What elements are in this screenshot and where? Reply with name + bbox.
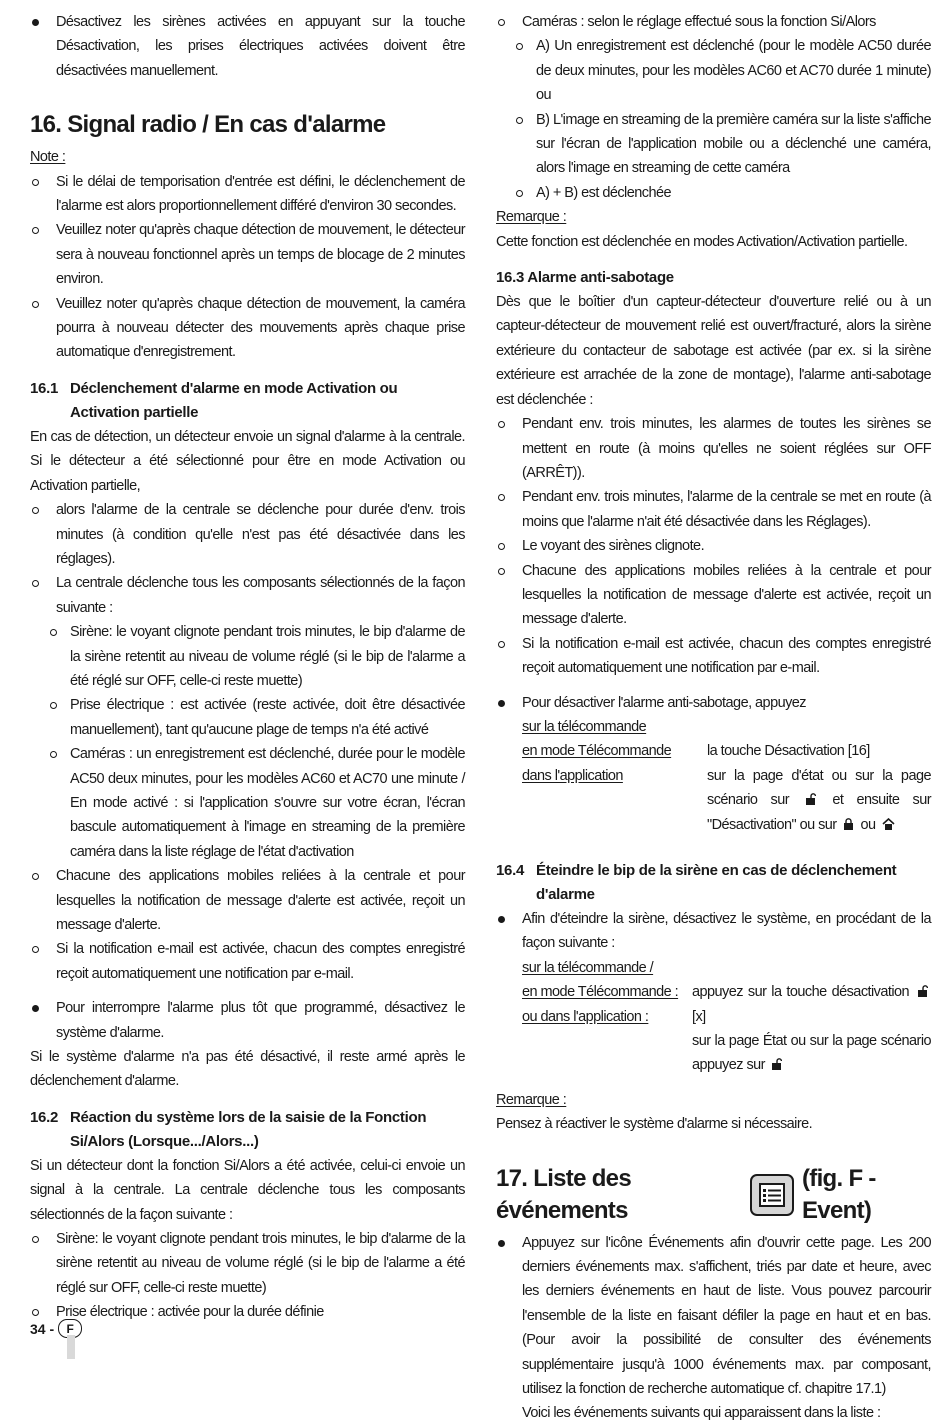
language-badge: F — [58, 1319, 82, 1338]
paragraph: En cas de détection, un détecteur envoie un signal d'alarme à la centrale. Si le détecteur a été sélectionné pour être en mode Activation ou Activation partielle, — [30, 428, 465, 494]
section-number: 16.2 — [30, 1108, 58, 1126]
table-cell: en mode Télécommande — [522, 743, 672, 760]
list-item: Si la notification e-mail est activée, chacun des comptes enregistré reçoit automatiquement une notification par e-mail. — [496, 632, 931, 681]
section-16-4-heading — [496, 859, 931, 907]
section-16-title: 16. Signal radio / En cas d'alarme — [30, 111, 386, 139]
section-title: Déclenchement d'alarme en mode Activation ou Activation partielle — [70, 379, 398, 421]
table-cell: en mode Télécommande : — [522, 984, 679, 1001]
note-item: Veuillez noter qu'après chaque détection de mouvement, le détecteur sera à nouveau fonctionnel après un temps de blocage de 2 minutes environ. — [30, 218, 465, 291]
list-item: Afin d'éteindre la sirène, désactivez le système, en procédant de la façon suivante : — [496, 907, 931, 956]
list-item: Caméras : selon le réglage effectué sous la fonction Si/Alors — [496, 10, 931, 34]
remark-label: Remarque : — [496, 1091, 567, 1108]
sub-list-item: B) L'image en streaming de la première caméra sur la liste s'affiche sur l'écran de l'application mobile ou a déclenché une caméra, alors l'image en streaming de cette caméra — [516, 108, 931, 181]
list-item: Si la notification e-mail est activée, chacun des comptes enregistré reçoit automatiquement une notification par e-mail. — [30, 937, 465, 986]
sub-list-item: A) Un enregistrement est déclenché (pour le modèle AC50 durée de deux minutes, pour les modèles AC60 et AC70 durée 1 minute) ou — [516, 34, 931, 107]
paragraph: Dès que le boîtier d'un capteur-détecteur d'ouverture relié ou à un capteur-détecteur de mouvement relié est ouvert/fracturé, alors la sirène extérieure du contacteur de sabotage est activée (par ex. si la sirène extérieure est arrachée de la zone de montage), l'alarme anti-sabotage est déclenchée : — [496, 294, 931, 408]
paragraph: Si le système d'alarme n'a pas été désactivé, il reste armé après le déclenchement d'alarme. — [30, 1049, 465, 1090]
list-item: La centrale déclenche tous les composants sélectionnés de la façon suivante : — [30, 571, 465, 620]
list-item: Le voyant des sirènes clignote. — [496, 534, 931, 558]
list-item: Pendant env. trois minutes, les alarmes de toutes les sirènes se mettent en route (à moins qu'elles ne soient réglées sur OFF (ARRÊT)). — [496, 412, 931, 485]
sub-list-item: Sirène: le voyant clignote pendant trois minutes, le bip d'alarme de la sirène retentit au niveau de volume réglé (si le bip de l'alarme a été réglé sur OFF, celle-ci reste muette) — [50, 620, 465, 693]
section-title: Éteindre le bip de la sirène en cas de déclenchement d'alarme — [536, 861, 897, 903]
sub-list-item: A) + B) est déclenchée — [516, 181, 931, 205]
note-item: Si le délai de temporisation d'entrée est défini, le déclenchement de l'alarme est alors proportionnellement différé d'environ 30 secondes. — [30, 170, 465, 219]
paragraph: Voici les événements suivants qui apparaissent dans la liste : — [522, 1405, 881, 1422]
unlock-icon — [805, 793, 816, 805]
section-title: Réaction du système lors de la saisie de la Fonction Si/Alors (Lorsque.../Alors...) — [70, 1108, 427, 1150]
table-cell: ou dans l'application : — [522, 1008, 649, 1025]
unlock-icon — [917, 985, 928, 997]
deactivation-table — [496, 715, 931, 837]
figure-reference: (fig. F -Event) — [802, 1164, 876, 1224]
list-item: Chacune des applications mobiles reliées à la centrale et pour lesquelles la notification de message d'alerte est activée, reçoit un message d'alerte. — [30, 864, 465, 937]
section-16-1-heading — [30, 377, 465, 425]
table-cell: sur la page État ou sur la page scénario appuyez sur — [692, 1033, 931, 1074]
list-item: Chacune des applications mobiles reliées à la centrale et pour lesquelles la notification de message d'alerte est activée, reçoit un message d'alerte. — [496, 559, 931, 632]
remark-text: Pensez à réactiver le système d'alarme si nécessaire. — [496, 1116, 813, 1133]
list-item: Pendant env. trois minutes, l'alarme de la centrale se met en route (à moins que l'alarme n'ait été désactivée dans les Réglages). — [496, 485, 931, 534]
left-column — [30, 10, 465, 1325]
siren-off-table — [496, 956, 931, 1078]
table-cell: sur la page d'état ou sur la page scénario sur et ensuite sur "Désactivation" ou sur ou — [707, 767, 931, 833]
section-17-heading — [496, 1163, 931, 1227]
home-lock-icon — [882, 818, 895, 830]
remark-text: Cette fonction est déclenchée en modes Activation/Activation partielle. — [496, 233, 908, 250]
event-list-icon — [750, 1174, 794, 1216]
right-column — [496, 10, 931, 1426]
unlock-icon — [771, 1058, 782, 1070]
section-number: 16.1 — [30, 379, 58, 397]
sub-list-item: Prise électrique : est activée (reste activée, doit être désactivée manuellement), tant qu'aucune plage de temps n'a été activé — [50, 693, 465, 742]
table-cell: appuyez sur la touche désactivation [x] — [692, 980, 931, 1029]
note-item: Veuillez noter qu'après chaque détection de mouvement, la caméra pourra à nouveau détecter des mouvements après chaque prise automatique d'enregistrement. — [30, 292, 465, 365]
list-item: Sirène: le voyant clignote pendant trois minutes, le bip d'alarme de la sirène retentit au niveau de volume réglé (si le bip de l'alarme a été réglé sur OFF, celle-ci reste muette) — [30, 1227, 465, 1300]
list-item: Prise électrique : activée pour la durée définie — [30, 1300, 465, 1324]
section-number: 16.4 — [496, 861, 524, 879]
intro-bullet: Désactivez les sirènes activées en appuyant sur la touche Désactivation, les prises électriques activées doivent être désactivées manuellement. — [30, 10, 465, 83]
section-16-2-heading — [30, 1106, 465, 1154]
note-label: Note : — [30, 149, 66, 166]
remark-label: Remarque : — [496, 209, 567, 226]
footer-bar — [67, 1335, 75, 1359]
sub-list-item: Caméras : un enregistrement est déclenché, durée pour le modèle AC50 deux minutes, pour les modèles AC60 et AC70 une minute / En mode activé : si l'application s'ouvre sur votre écran, l'écran bascule automatiquement à l'image en streaming de la première caméra dans la liste réglage de l'état d'activation — [50, 742, 465, 864]
lock-icon — [843, 818, 854, 830]
paragraph: Si un détecteur dont la fonction Si/Alors a été activée, celui-ci envoie un signal à la centrale. La centrale déclenche tous les composants sélectionnés de la façon suivante : — [30, 1157, 465, 1223]
page-number: 34 - — [30, 1320, 55, 1337]
section-title: 17. Liste des événements — [496, 1164, 631, 1224]
list-item: alors l'alarme de la centrale se déclenche pour durée d'env. trois minutes (à condition qu'elle n'est pas été désactivée dans les réglages). — [30, 498, 465, 571]
table-cell: dans l'application — [522, 767, 623, 784]
list-item: Appuyez sur l'icône Événements afin d'ouvrir cette page. Les 200 derniers événements max. s'affichent, triés par date et heure, avec les derniers événements en haut de liste. Vous pouvez parcourir l'ensemble de la liste en faisant défiler la page en haut et en bas. (Pour avoir la possibilité de consulter des événements supplémentaire jusqu'à 1000 événements max. par composant, utilisez la fonction de recherche automatique cf. chapitre 17.1) — [496, 1231, 931, 1402]
table-cell: sur la télécommande / — [522, 959, 654, 976]
section-16-3-heading: 16.3 Alarme anti-sabotage — [496, 269, 674, 287]
table-cell: la touche Désactivation [16] — [707, 743, 870, 760]
list-item: Pour interrompre l'alarme plus tôt que programmé, désactivez le système d'alarme. — [30, 996, 465, 1045]
table-cell: sur la télécommande — [522, 718, 647, 735]
list-item: Pour désactiver l'alarme anti-sabotage, appuyez — [496, 691, 931, 715]
